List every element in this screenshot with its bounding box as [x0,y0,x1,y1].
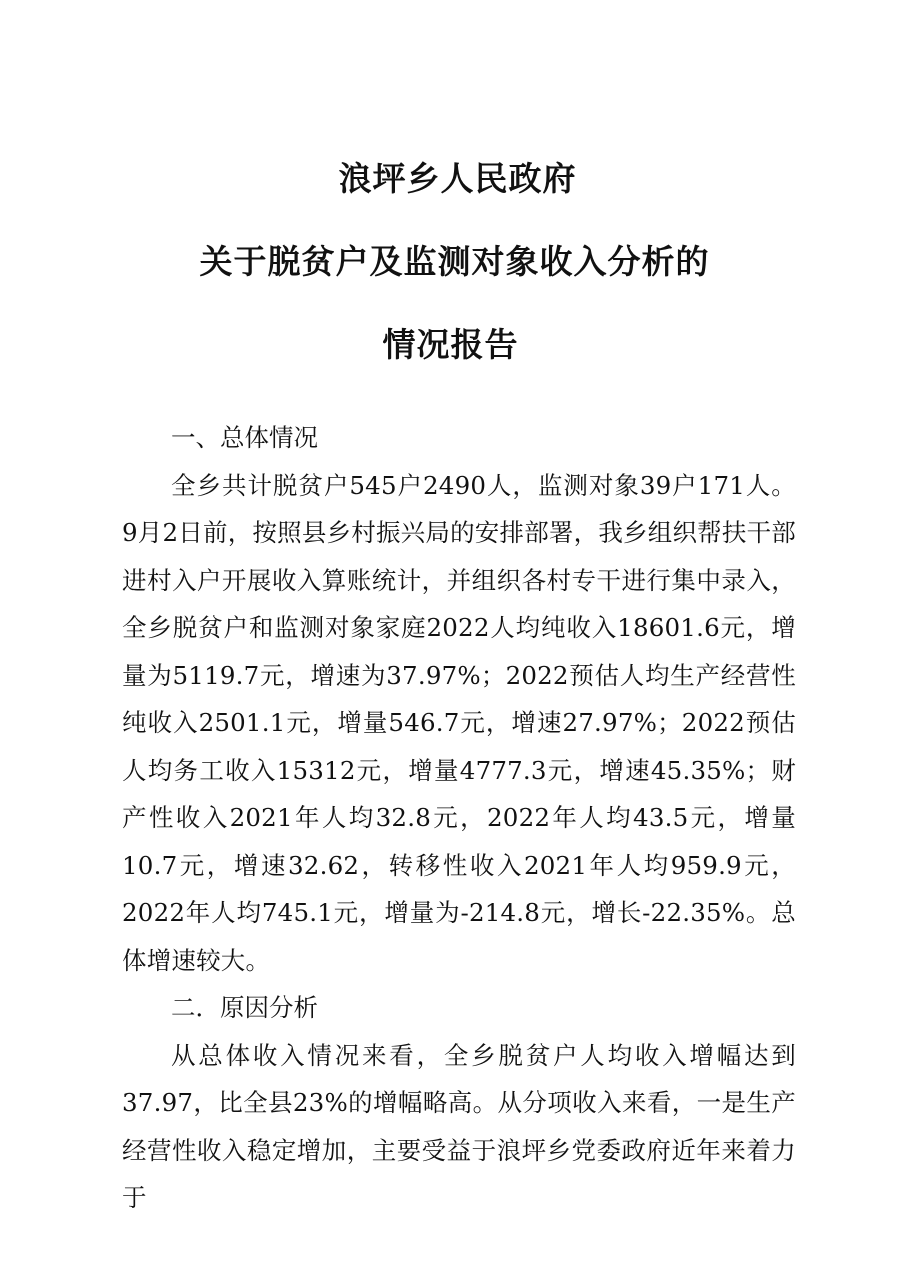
document-body [122,414,796,1222]
section-heading-analysis: 二．原因分析 [171,993,318,1022]
section-heading-overview: 一、总体情况 [171,423,318,452]
section-paragraph-analysis: 从总体收入情况来看，全乡脱贫户人均收入增幅达到37.97，比全县23%的增幅略高。从分项收入来看，一是生产经营性收入稳定增加，主要受益于浪坪乡党委政府近年来着力于 [122,1040,796,1212]
title-line-1: 浪坪乡人民政府 [338,159,577,198]
section-paragraph-overview: 全乡共计脱贫户545户2490人，监测对象39户171人。9月2日前，按照县乡村振兴局的安排部署，我乡组织帮扶干部进村入户开展收入算账统计，并组织各村专干进行集中录入，全乡脱贫户和监测对象家庭2022人均纯收入18601.6元，增量为5119.7元，增速为37.97%；2022预估人均生产经营性纯收入2501.1元，增量546.7元，增速27.97%；2022预估人均务工收入15312元，增量4777.3元，增速45.35%；财产性收入2021年人均32.8元，2022年人均43.5元，增量10.7元，增速32.62，转移性收入2021年人均959.9元，2022年人均745.1元，增量为-214.8元，增长-22.35%。总体增速较大。 [122,470,796,975]
title-line-3: 情况报告 [382,325,519,364]
title-line-2: 关于脱贫户及监测对象收入分析的 [199,242,710,281]
document-title [0,150,909,399]
